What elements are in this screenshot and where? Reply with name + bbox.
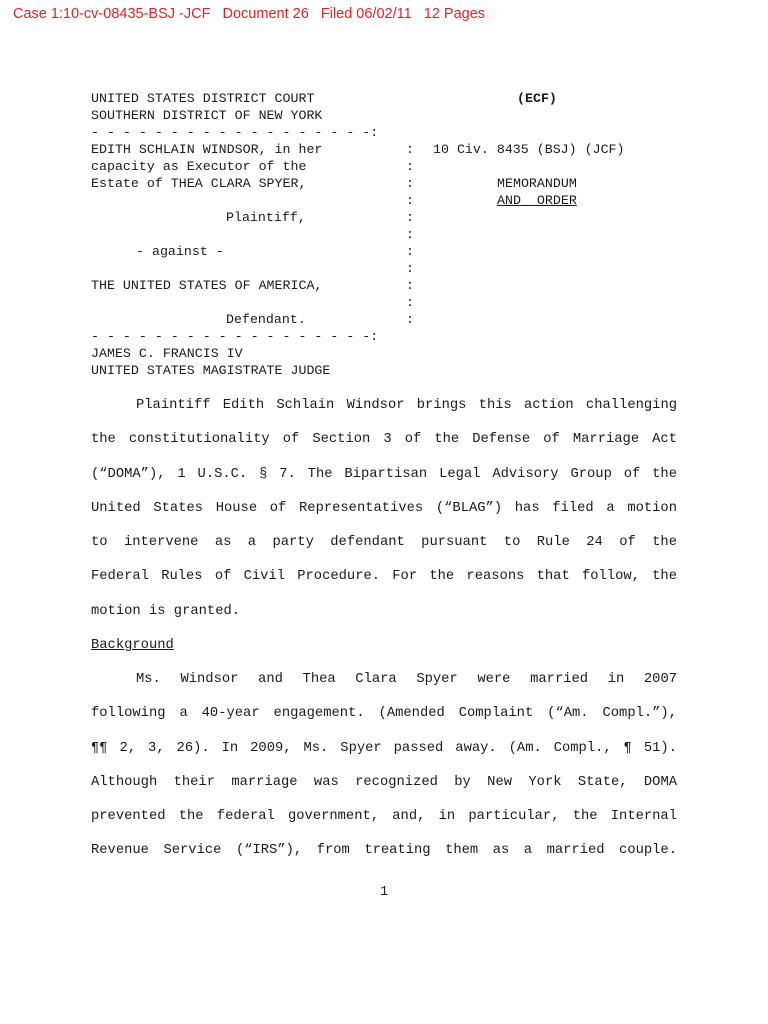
paragraph-line: motion is granted. (91, 603, 241, 619)
plaintiff-line: Estate of THEA CLARA SPYER, (91, 176, 307, 191)
paragraph-line: following a 40-year engagement. (Amended Complaint (“Am. Compl.”), (91, 706, 677, 722)
paragraph-line: (“DOMA”), 1 U.S.C. § 7. The Bipartisan Legal Advisory Group of the (91, 466, 677, 482)
caption-divider-top: - - - - - - - - - - - - - - - - - -: (91, 125, 379, 140)
court-name-line2: SOUTHERN DISTRICT OF NEW YORK (91, 108, 323, 123)
judge-title: UNITED STATES MAGISTRATE JUDGE (91, 363, 331, 378)
background-paragraph (91, 663, 677, 869)
plaintiff-role: Plaintiff, (226, 210, 306, 225)
paragraph-line: Ms. Windsor and Thea Clara Spyer were married in 2007 (136, 672, 677, 687)
caption-colon: : (406, 210, 414, 225)
court-name-line1: UNITED STATES DISTRICT COURT (91, 91, 315, 106)
defendant-role: Defendant. (226, 312, 306, 327)
paragraph-line: the constitutionality of Section 3 of the Defense of Marriage Act (91, 432, 677, 448)
section-heading-background: Background (91, 638, 174, 653)
ecf-label: (ECF) (517, 91, 557, 106)
caption-colon: : (406, 244, 414, 259)
document-type-line2: AND ORDER (497, 193, 577, 208)
caption-divider-bottom: - - - - - - - - - - - - - - - - - -: (91, 329, 379, 344)
plaintiff-line: capacity as Executor of the (91, 159, 307, 174)
caption-colon: : (406, 261, 414, 276)
defendant-name: THE UNITED STATES OF AMERICA, (91, 278, 323, 293)
against-label: - against - (136, 244, 224, 259)
judge-name: JAMES C. FRANCIS IV (91, 346, 243, 361)
paragraph-line: Although their marriage was recognized by New York State, DOMA (91, 774, 677, 790)
paragraph-line: Federal Rules of Civil Procedure. For the reasons that follow, the (91, 569, 677, 585)
caption-colon: : (406, 278, 414, 293)
paragraph-line: Plaintiff Edith Schlain Windsor brings this action challenging (136, 398, 677, 413)
caption-colon: : (406, 227, 414, 242)
caption-colon: : (406, 193, 414, 208)
caption-colon: : (406, 176, 414, 191)
caption-colon: : (406, 142, 414, 157)
paragraph-line: Revenue Service (“IRS”), from treating them as a married couple. (91, 843, 677, 859)
caption-colon: : (406, 159, 414, 174)
paragraph-line: United States House of Representatives (“BLAG”) has filed a motion (91, 500, 677, 516)
case-header: Case 1:10-cv-08435-BSJ -JCF Document 26 Filed 06/02/11 12 Pages (13, 6, 486, 22)
case-number: 10 Civ. 8435 (BSJ) (JCF) (433, 142, 625, 157)
paragraph-line: to intervene as a party defendant pursuant to Rule 24 of the (91, 535, 677, 551)
paragraph-line: prevented the federal government, and, in particular, the Internal (91, 809, 677, 825)
plaintiff-line: EDITH SCHLAIN WINDSOR, in her (91, 142, 323, 157)
paragraph-line: ¶¶ 2, 3, 26). In 2009, Ms. Spyer passed away. (Am. Compl., ¶ 51). (91, 740, 677, 756)
document-type-line1: MEMORANDUM (497, 176, 577, 191)
opening-paragraph (91, 389, 677, 629)
caption-colon: : (406, 312, 414, 327)
page-number: 1 (379, 885, 389, 900)
caption-colon: : (406, 295, 414, 310)
